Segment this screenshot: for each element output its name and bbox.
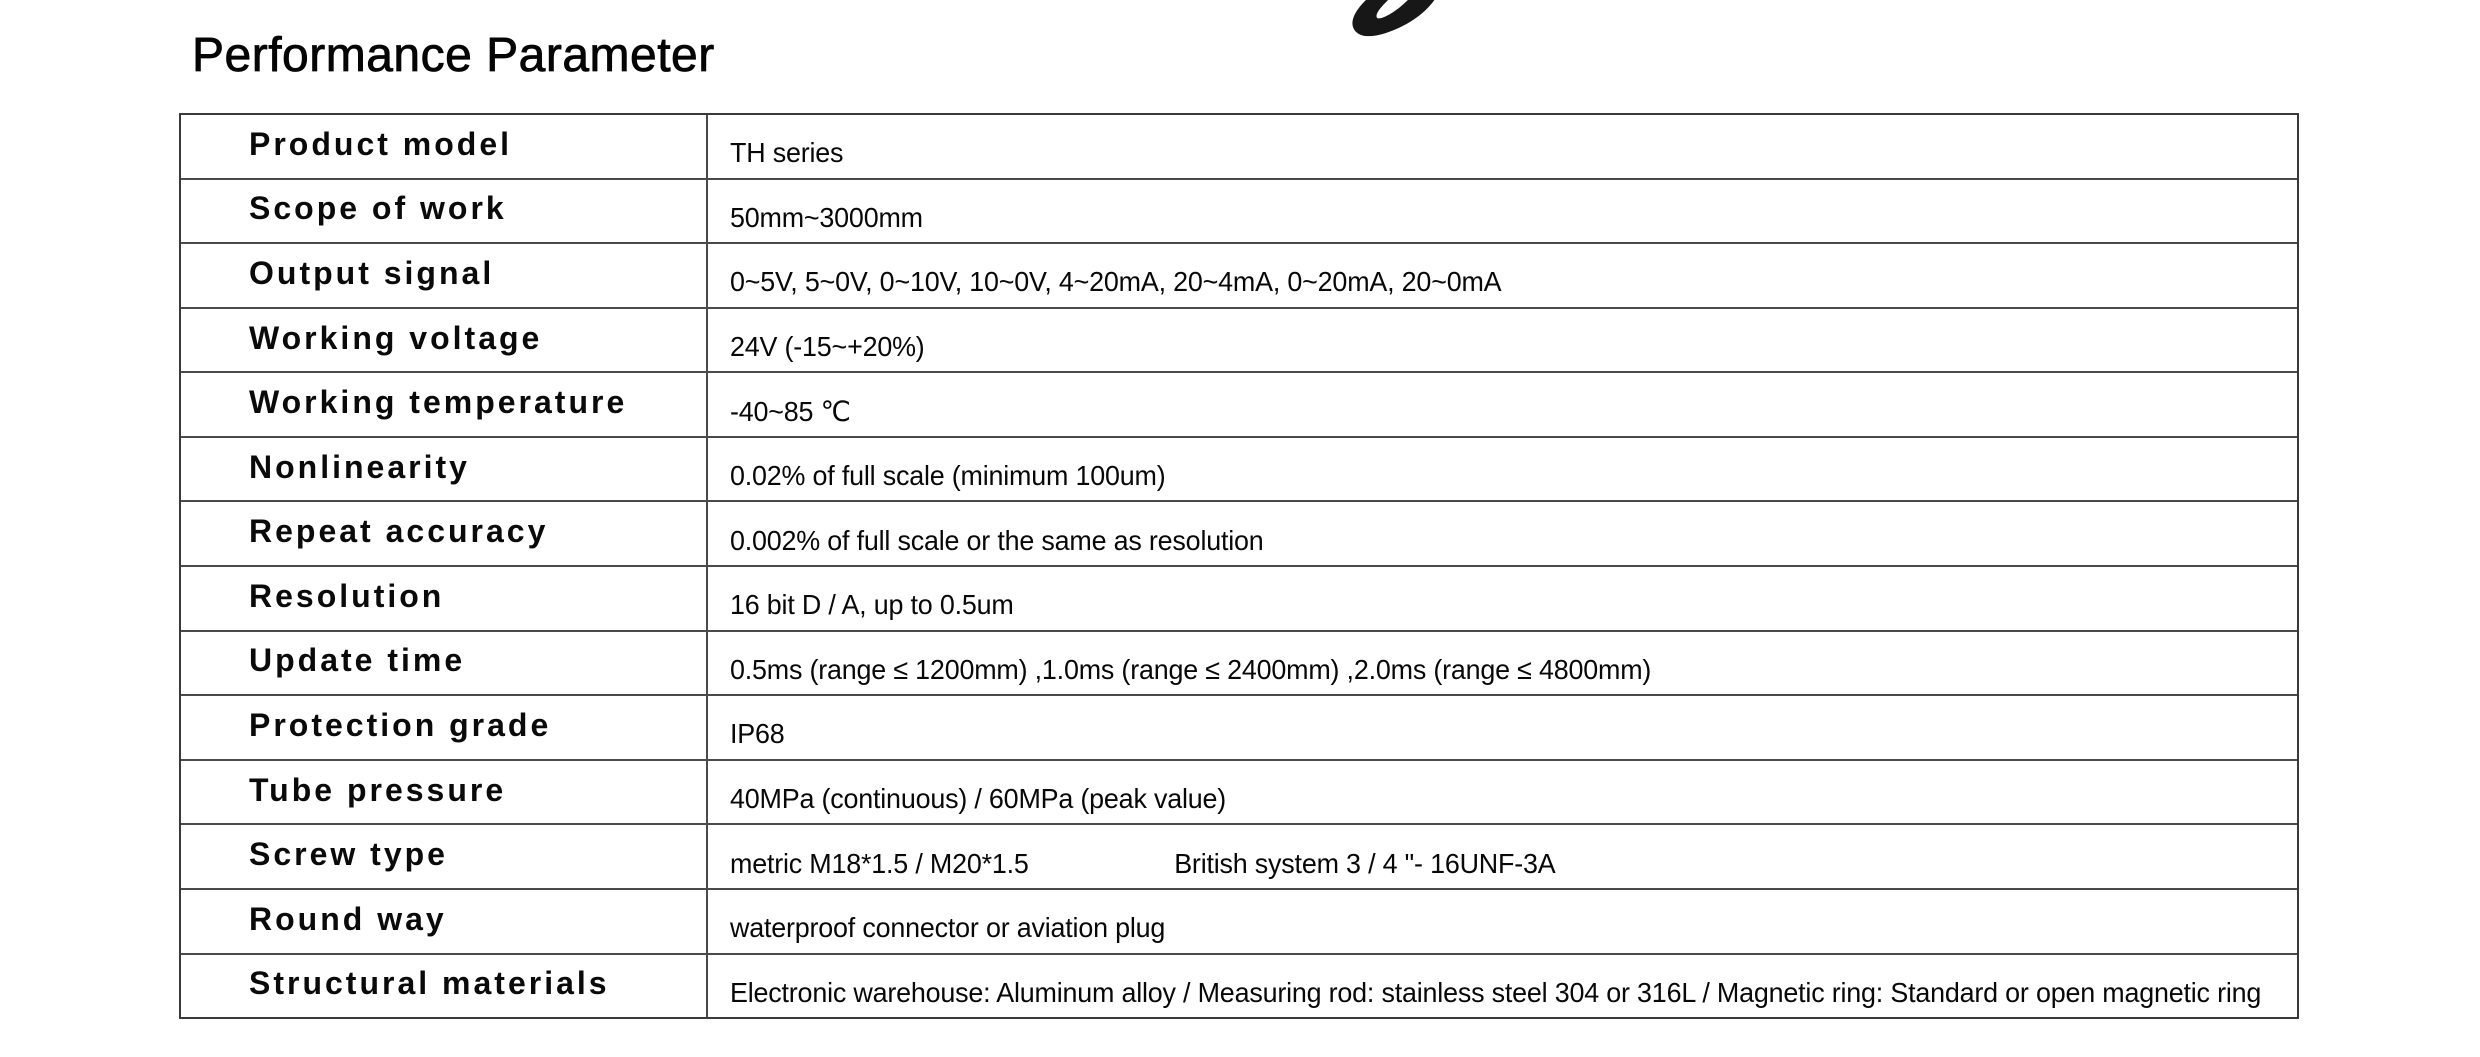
parameter-value-cell xyxy=(708,309,2297,372)
parameter-label-cell xyxy=(181,890,708,953)
table-row xyxy=(181,694,2297,759)
parameter-value: IP68 xyxy=(730,718,785,750)
parameter-label-cell xyxy=(181,309,708,372)
table-row xyxy=(181,242,2297,307)
parameter-label: Protection grade xyxy=(249,706,552,743)
table-row xyxy=(181,823,2297,888)
parameter-value: 40MPa (continuous) / 60MPa (peak value) xyxy=(730,783,1227,815)
parameter-label: Round way xyxy=(249,900,447,937)
performance-parameter-table xyxy=(179,113,2299,1019)
parameter-label-cell xyxy=(181,438,708,501)
table-row xyxy=(181,500,2297,565)
parameter-value-cell xyxy=(708,955,2297,1018)
cable-photo-fragment-icon xyxy=(1346,0,1476,48)
parameter-value: 0.02% of full scale (minimum 100um) xyxy=(730,460,1166,492)
parameter-value: waterproof connector or aviation plug xyxy=(730,912,1166,944)
parameter-value-cell xyxy=(708,890,2297,953)
parameter-label-cell xyxy=(181,180,708,243)
parameter-label-cell xyxy=(181,115,708,178)
parameter-value-cell xyxy=(708,502,2297,565)
parameter-value: 16 bit D / A, up to 0.5um xyxy=(730,589,1014,621)
table-row xyxy=(181,953,2297,1018)
parameter-label: Tube pressure xyxy=(249,771,507,808)
parameter-label: Repeat accuracy xyxy=(249,513,549,550)
parameter-label: Nonlinearity xyxy=(249,448,470,485)
parameter-label: Product model xyxy=(249,125,513,162)
parameter-label: Update time xyxy=(249,642,466,679)
parameter-value: TH series xyxy=(730,137,844,169)
parameter-value-cell xyxy=(708,373,2297,436)
parameter-value: Electronic warehouse: Aluminum alloy / Measuring rod: stainless steel 304 or 316L / Magnetic ring: Standard or open magnetic ring xyxy=(730,976,2262,1008)
parameter-value: 0.5ms (range ≤ 1200mm) ,1.0ms (range ≤ 2400mm) ,2.0ms (range ≤ 4800mm) xyxy=(730,653,1652,685)
parameter-label-cell xyxy=(181,502,708,565)
parameter-value-cell xyxy=(708,438,2297,501)
parameter-value-cell xyxy=(708,244,2297,307)
parameter-label: Resolution xyxy=(249,577,445,614)
parameter-label: Working temperature xyxy=(249,384,628,421)
parameter-label-cell xyxy=(181,761,708,824)
parameter-label: Output signal xyxy=(249,254,495,291)
parameter-value-cell xyxy=(708,115,2297,178)
parameter-label: Structural materials xyxy=(249,965,610,1002)
table-row xyxy=(181,307,2297,372)
table-row xyxy=(181,371,2297,436)
table-row xyxy=(181,436,2297,501)
parameter-label: Screw type xyxy=(249,836,448,873)
table-row xyxy=(181,888,2297,953)
parameter-value: 0~5V, 5~0V, 0~10V, 10~0V, 4~20mA, 20~4mA, 0~20mA, 20~0mA xyxy=(730,266,1502,298)
parameter-value: 24V (-15~+20%) xyxy=(730,331,925,363)
parameter-value-cell xyxy=(708,696,2297,759)
table-row xyxy=(181,178,2297,243)
parameter-label-cell xyxy=(181,244,708,307)
parameter-label-cell xyxy=(181,955,708,1018)
parameter-value: 0.002% of full scale or the same as resolution xyxy=(730,524,1264,556)
table-row xyxy=(181,115,2297,178)
parameter-label-cell xyxy=(181,632,708,695)
parameter-value: metric M18*1.5 / M20*1.5 British system 3 / 4 "- 16UNF-3A xyxy=(730,847,1556,879)
parameter-value-cell xyxy=(708,180,2297,243)
table-row xyxy=(181,565,2297,630)
parameter-value: -40~85 ℃ xyxy=(730,396,851,428)
parameter-value-cell xyxy=(708,632,2297,695)
parameter-value-cell xyxy=(708,825,2297,888)
parameter-label-cell xyxy=(181,696,708,759)
parameter-value-cell xyxy=(708,761,2297,824)
parameter-label-cell xyxy=(181,567,708,630)
parameter-label-cell xyxy=(181,373,708,436)
page-title: Performance Parameter xyxy=(192,29,715,82)
table-row xyxy=(181,630,2297,695)
parameter-value: 50mm~3000mm xyxy=(730,201,923,233)
parameter-label: Scope of work xyxy=(249,190,507,227)
parameter-label-cell xyxy=(181,825,708,888)
parameter-value-cell xyxy=(708,567,2297,630)
table-row xyxy=(181,759,2297,824)
parameter-label: Working voltage xyxy=(249,319,543,356)
